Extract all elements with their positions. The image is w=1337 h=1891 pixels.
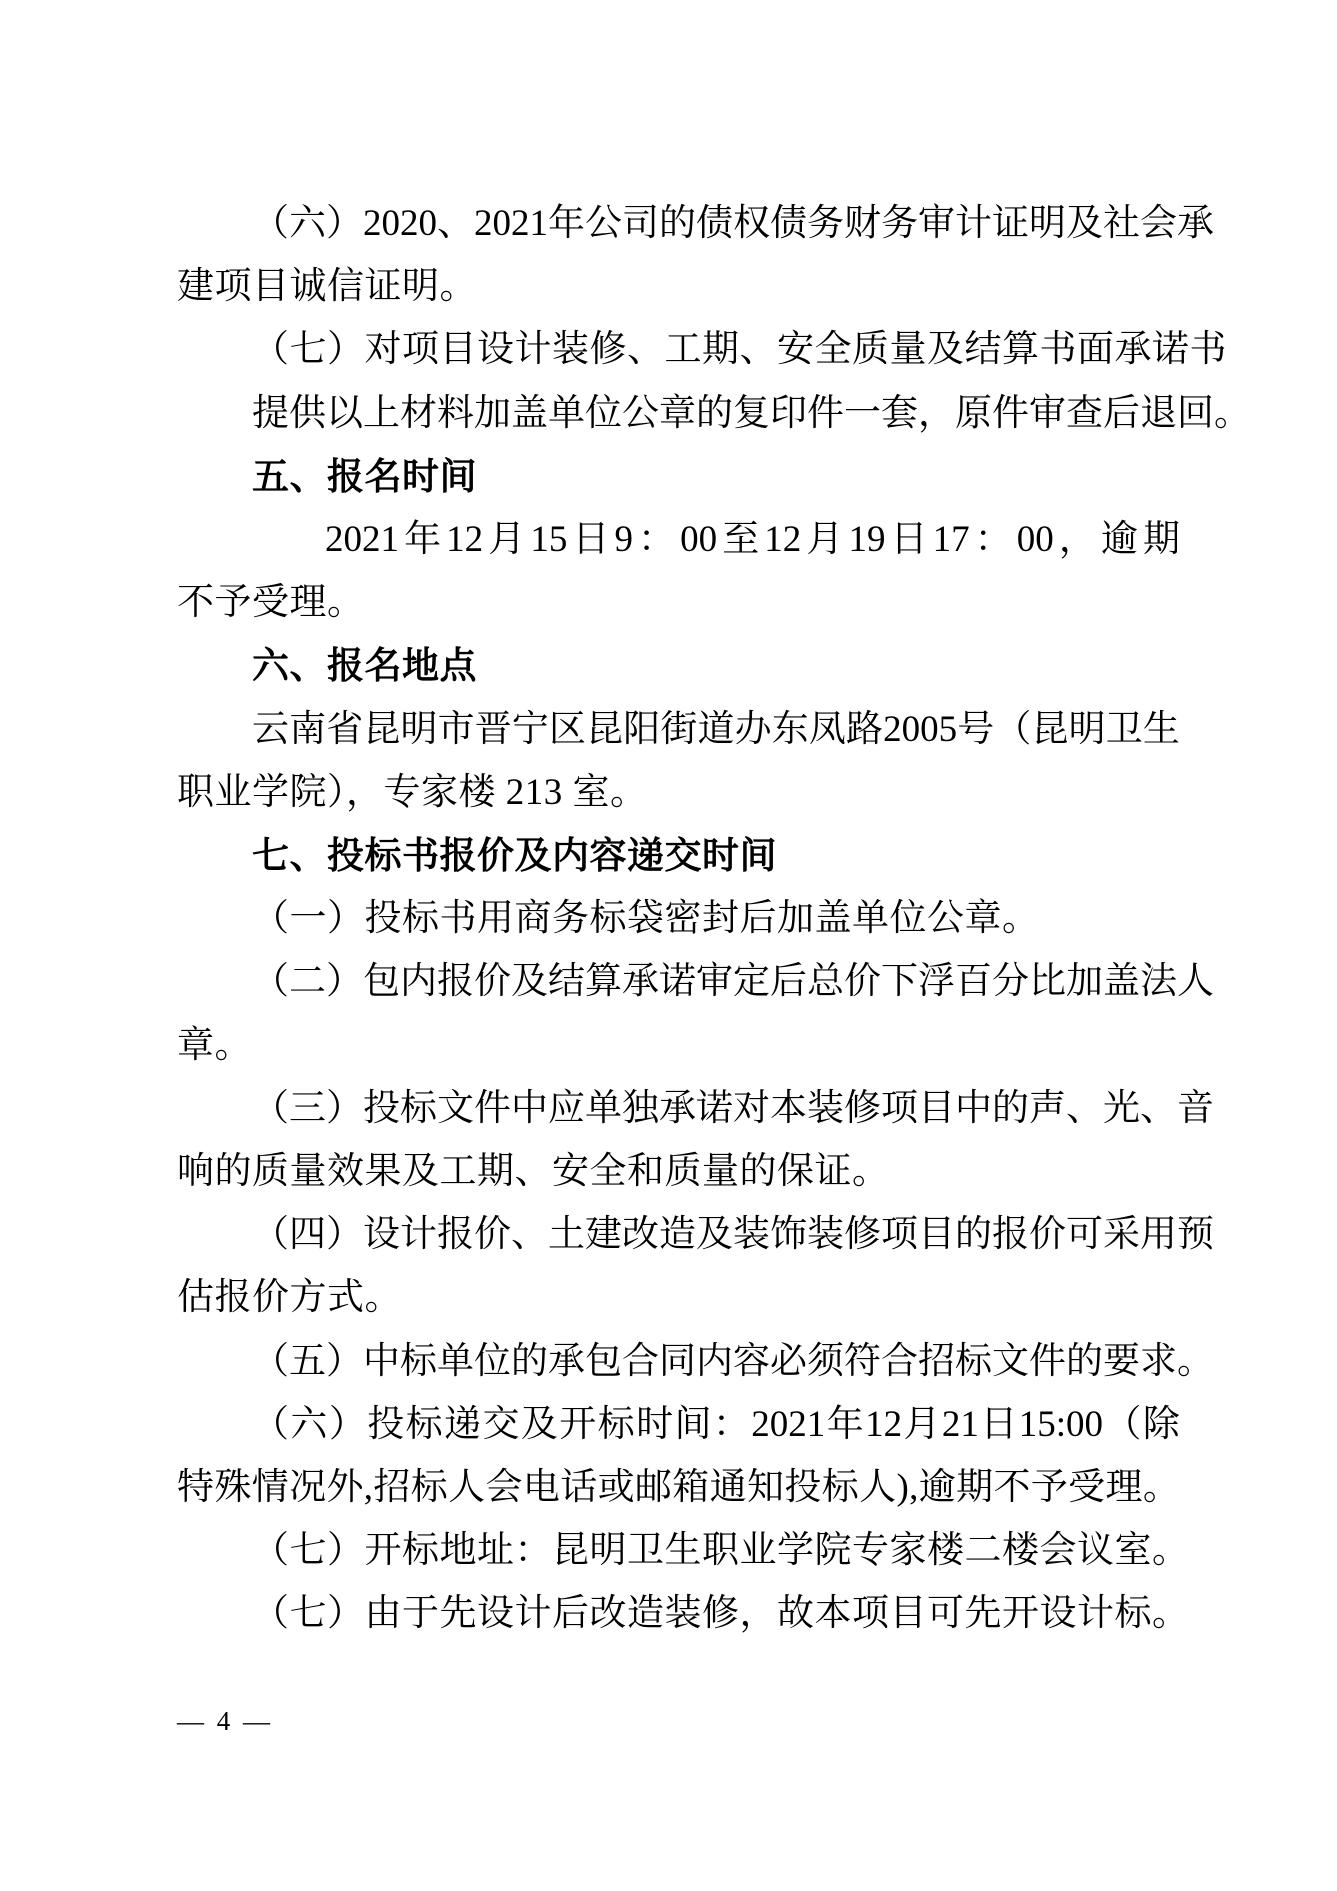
doc-line: （七）对项目设计装修、工期、安全质量及结算书面承诺书 <box>252 329 1227 371</box>
doc-line: 建项目诚信证明。 <box>177 266 477 308</box>
page-number: — 4 — <box>177 1706 273 1736</box>
doc-line: 章。 <box>177 1024 252 1066</box>
doc-line: 不予受理。 <box>177 582 365 624</box>
doc-line: 提 供 以 上 材 料 加 盖 单 位 公 章 的 复 印 件 一 套 ， 原 件 审 查 后 退 回 。 <box>252 392 1251 434</box>
section-heading-registration-place: 六、报名地点 <box>252 645 477 687</box>
section-heading-registration-time: 五、报名时间 <box>252 455 477 497</box>
doc-line: （七）由于先设计后改造装修，故本项目可先开设计标。 <box>252 1593 1190 1635</box>
doc-line: （七）开标地址：昆明卫生职业学院专家楼二楼会议室。 <box>252 1530 1190 1572</box>
doc-line: （ 六 ） 投 标 递 交 及 开 标 时 间 ： 2021 年 12 月 21 日 15:00 （ 除 <box>252 1403 1180 1445</box>
doc-line: （ 六 ） 2020 、 2021 年 公 司 的 债 权 债 务 财 务 审 计 证 明 及 社 会 承 <box>252 203 1214 244</box>
doc-line: 响的质量效果及工期、安全和质量的保证。 <box>177 1151 890 1193</box>
doc-line: （ 五 ） 中 标 单 位 的 承 包 合 同 内 容 必 须 符 合 招 标 文 件 的 要 求 。 <box>252 1340 1214 1382</box>
doc-line: （ 三 ） 投 标 文 件 中 应 单 独 承 诺 对 本 装 修 项 目 中 的 声 、 光 、 音 <box>252 1087 1214 1129</box>
doc-line: （一）投标书用商务标袋密封后加盖单位公章。 <box>252 898 1040 940</box>
doc-line: 特 殊 情 况 外 , 招 标 人 会 电 话 或 邮 箱 通 知 投 标 人 ) , 逾 期 不 予 受 理 。 <box>177 1467 1180 1509</box>
doc-line: （ 四 ） 设 计 报 价 、 土 建 改 造 及 装 饰 装 修 项 目 的 报 价 可 采 用 预 <box>252 1214 1214 1256</box>
section-heading-bid-submission: 七、投标书报价及内容递交时间 <box>252 835 777 877</box>
doc-line: 2021 年 12 月 15 日 9 ： 00 至 12 月 19 日 17 ： 00 ， 逾 期 <box>325 519 1180 561</box>
document-body <box>177 192 1251 1646</box>
doc-line: 估报价方式。 <box>177 1277 402 1319</box>
doc-line: （ 二 ） 包 内 报 价 及 结 算 承 诺 审 定 后 总 价 下 浮 百 分 比 加 盖 法 人 <box>252 961 1214 1003</box>
doc-line: 职业学院），专家楼 213 室。 <box>177 771 648 813</box>
doc-line: 云 南 省 昆 明 市 晋 宁 区 昆 阳 街 道 办 东 凤 路 2005 号 （ 昆 明 卫 生 <box>252 708 1180 750</box>
